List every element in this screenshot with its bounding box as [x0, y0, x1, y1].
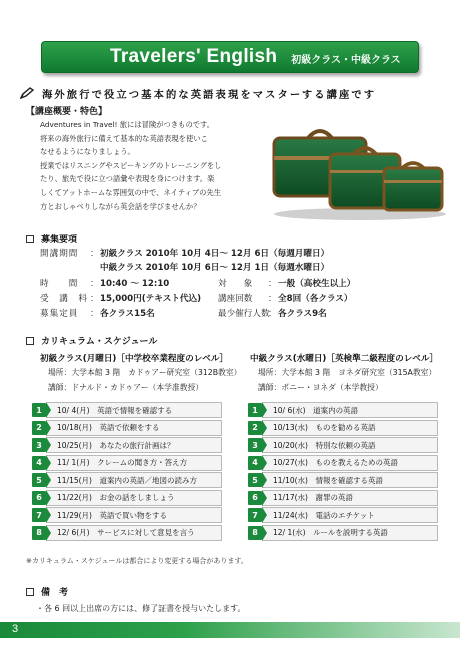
overview-body: Adventures in Travel! 旅には冒険がつきものです。 将来の海外旅行に備えて基本的な英語表現を使いこ なせるようになりましょう。 授業ではリスニングやスピーキングのトレーニングをし たり、旅先で役に立つ語彙や表現を身につけます。楽 しくてアットホームな雰囲気の中で、ネイティブの先生 方とおしゃべりしながら英会話を学びませんか？ — [40, 120, 222, 211]
footer-bar — [0, 622, 460, 638]
checkbox-icon — [26, 235, 34, 243]
suitcase-illustration — [264, 120, 448, 220]
tagline — [20, 84, 450, 102]
schedule-note: ※カリキュラム・スケジュールは都合により変更する場合があります。 — [26, 557, 248, 565]
intermediate-place: 場所：大学本館 3 階 ヨネダ研究室（315A教室） — [258, 368, 437, 377]
remarks-text: ・各 6 回以上出席の方には、修了証書を授与いたします。 — [36, 604, 246, 613]
schedule-item: 1 10/ 4(月) 英語で情報を確認する — [32, 402, 222, 418]
schedule-item: 5 11/15(月) 道案内の英語／地図の読み方 — [32, 472, 222, 488]
beginner-schedule-list — [32, 402, 222, 542]
overview-heading: 【講座概要・特色】 — [26, 107, 108, 117]
schedule-item: 1 10/ 6(水) 道案内の英語 — [248, 402, 438, 418]
page-number: 3 — [12, 623, 19, 635]
beginner-place: 場所：大学本館 3 階 カドゥアー研究室（312B教室） — [48, 368, 242, 377]
beginner-class-title: 初級クラス(月曜日)［中学校卒業程度のレベル］ — [40, 354, 229, 364]
schedule-item: 3 10/20(水) 特別な依頼の英語 — [248, 437, 438, 453]
schedule-item: 7 11/29(月) 英語で買い物をする — [32, 507, 222, 523]
checkbox-icon — [26, 588, 34, 596]
checkbox-icon — [26, 337, 34, 345]
schedule-item: 8 12/ 6(月) サービスに対して意見を言う — [32, 525, 222, 541]
title-banner — [41, 41, 419, 73]
period-beginner: 初級クラス 2010年 10月 4日～ 12月 6日（毎週月曜日） — [100, 249, 330, 259]
schedule-item: 2 10/18(月) 英語で依頼をする — [32, 420, 222, 436]
schedule-item: 6 11/22(月) お金の話をしましょう — [32, 490, 222, 506]
pen-icon — [20, 87, 34, 99]
beginner-teacher: 講師：ドナルド・カドゥアー（本学准教授） — [48, 383, 204, 392]
course-subtitle: 初級クラス・中級クラス — [291, 55, 401, 66]
schedule-item: 5 11/10(水) 情報を確認する英語 — [248, 472, 438, 488]
course-title: Travelers' English — [110, 46, 278, 67]
tagline-text: 海外旅行で役立つ基本的な英語表現をマスターする講座です — [42, 88, 377, 101]
intermediate-teacher: 講師：ボニー・ヨネダ（本学教授） — [258, 383, 383, 392]
curriculum-heading: カリキュラム・スケジュール — [26, 334, 157, 347]
schedule-item: 8 12/ 1(水) ルールを説明する英語 — [248, 525, 438, 541]
schedule-item: 3 10/25(月) あなたの旅行計画は？ — [32, 437, 222, 453]
intermediate-schedule-list — [248, 402, 438, 542]
recruit-heading: 募集要項 — [26, 232, 77, 245]
intermediate-class-title: 中級クラス(水曜日)［英検準二級程度のレベル］ — [250, 354, 439, 364]
schedule-item: 7 11/24(水) 電話のエチケット — [248, 507, 438, 523]
schedule-item: 4 10/27(水) ものを教えるための英語 — [248, 455, 438, 471]
schedule-item: 2 10/13(水) ものを勧める英語 — [248, 420, 438, 436]
period-intermediate: 中級クラス 2010年 10月 6日～ 12月 1日（毎週水曜日） — [100, 263, 330, 273]
schedule-item: 6 11/17(水) 謝罪の英語 — [248, 490, 438, 506]
remarks-heading: 備 考 — [26, 585, 68, 598]
schedule-item: 4 11/ 1(月) クレームの聞き方・答え方 — [32, 455, 222, 471]
